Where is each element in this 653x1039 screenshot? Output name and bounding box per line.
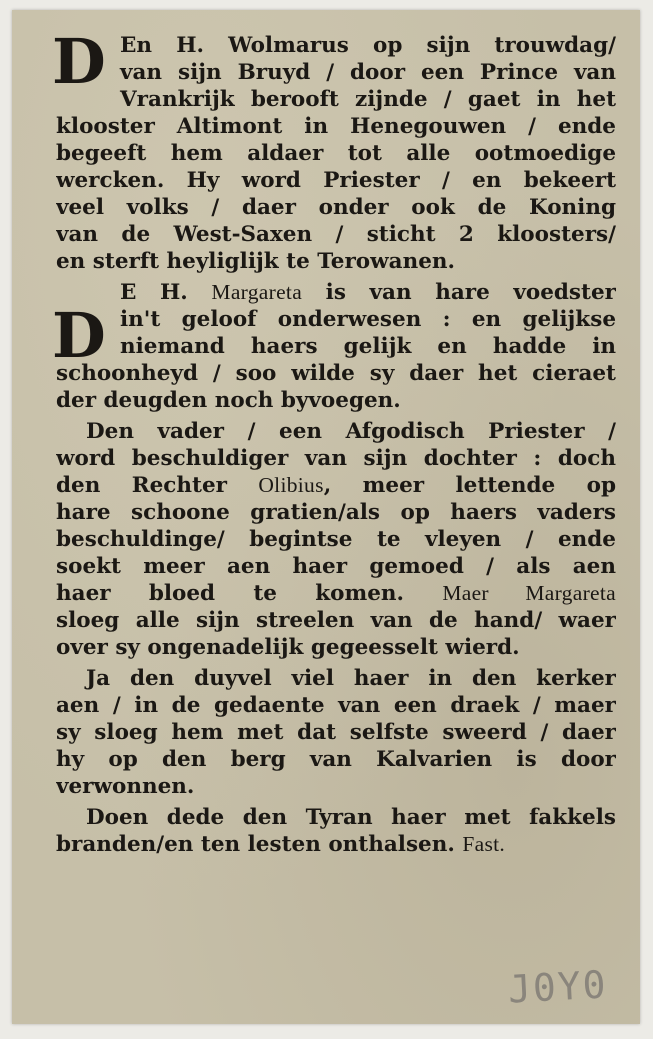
name-margareta-2: Maer Margareta xyxy=(442,581,616,605)
text-line: En H. Wolmarus op sijn trouwdag/ xyxy=(120,33,616,58)
text-line xyxy=(56,580,616,607)
line-text: branden/en ten lesten onthalsen. xyxy=(56,832,455,857)
text-line: Vrankrijk berooft zijnde / gaet in het xyxy=(120,87,616,112)
name-margareta: Margareta xyxy=(211,280,303,304)
paragraph-duyvel xyxy=(56,665,616,800)
document-text xyxy=(52,25,616,858)
name-olibius: Olibius xyxy=(258,473,324,497)
text-line: in't geloof onderwesen : en gelijkse xyxy=(120,307,616,332)
paragraph-tyran xyxy=(56,804,616,858)
text-line: hy op den berg van Kalvarien is door xyxy=(56,747,616,772)
line-prefix: haer bloed te komen. xyxy=(56,581,405,606)
text-line: begeeft hem aldaer tot alle ootmoedige xyxy=(56,141,616,166)
dropcap-margareta: D xyxy=(52,299,106,372)
text-line: schoonheyd / soo wilde sy daer het cieraet xyxy=(56,361,616,386)
text-line: sloeg alle sijn streelen van de hand/ waer xyxy=(56,608,616,633)
text-line: wercken. Hy word Priester / en bekeert xyxy=(56,168,616,193)
abbreviation-fast: Fast. xyxy=(462,832,506,856)
text-line: van de West-Saxen / sticht 2 kloosters/ xyxy=(56,222,616,247)
paragraph-wolmarus xyxy=(56,32,616,275)
text-line: word beschuldiger van sijn dochter : doch xyxy=(56,446,616,471)
text-line: en sterft heyliglijk te Terowanen. xyxy=(56,249,456,274)
text-line xyxy=(56,279,616,306)
paragraph-margareta xyxy=(56,279,616,414)
line-prefix: den Rechter xyxy=(56,473,227,498)
text-line xyxy=(56,472,616,499)
paragraph-vader xyxy=(56,418,616,661)
text-line: Den vader / een Afgodisch Priester / xyxy=(86,419,616,444)
text-line: Ja den duyvel viel haer in den kerker xyxy=(86,666,616,691)
text-line: over sy ongenadelijk gegeesselt wierd. xyxy=(56,635,520,660)
text-line: soekt meer aen haer gemoed / als aen xyxy=(56,554,616,579)
text-line: van sijn Bruyd / door een Prince van xyxy=(120,60,616,85)
text-line: verwonnen. xyxy=(56,774,195,799)
line-suffix: , meer lettende op xyxy=(323,473,616,498)
text-line: aen / in de gedaente van een draek / maer xyxy=(56,693,616,718)
text-line: Doen dede den Tyran haer met fakkels xyxy=(86,805,616,830)
document-page xyxy=(12,10,640,1024)
text-line: beschuldinge/ begintse te vleyen / ende xyxy=(56,527,616,552)
text-line: hare schoone gratien/als op haers vaders xyxy=(56,500,616,525)
line-prefix: E H. xyxy=(120,280,188,305)
handwritten-pencil-note: J0Y0 xyxy=(506,962,609,1012)
line-suffix: is van hare voedster xyxy=(325,280,616,305)
text-line: klooster Altimont in Henegouwen / ende xyxy=(56,114,616,139)
dropcap-wolmarus: D xyxy=(52,25,106,98)
text-line: der deugden noch byvoegen. xyxy=(56,388,401,413)
text-line: sy sloeg hem met dat selfste sweerd / daer xyxy=(56,720,616,745)
text-line xyxy=(56,831,616,858)
text-line: niemand haers gelijk en hadde in xyxy=(120,334,616,359)
text-line: veel volks / daer onder ook de Koning xyxy=(56,195,616,220)
